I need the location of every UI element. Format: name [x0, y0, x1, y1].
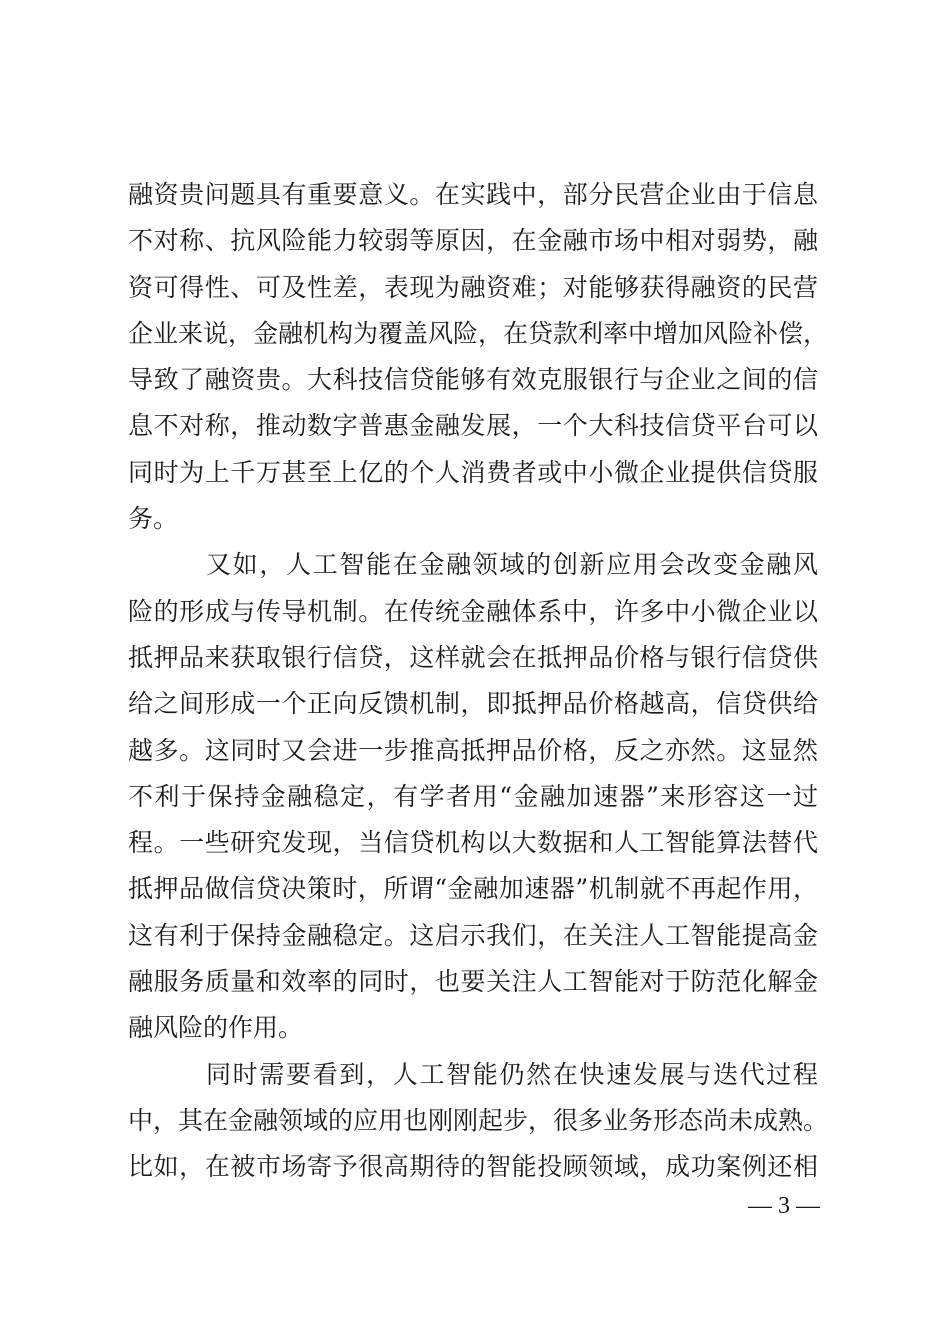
text-line: 同时需要看到，人工智能仍然在快速发展与迭代过程: [206, 1059, 818, 1089]
text-line: 同时为上千万甚至上亿的个人消费者或中小微企业提供信贷服: [128, 457, 818, 487]
text-line: 不利于保持金融稳定，有学者用“金融加速器”来形容这一过: [128, 781, 818, 811]
text-line: 程。一些研究发现，当信贷机构以大数据和人工智能算法替代: [128, 828, 818, 858]
text-line: 导致了融资贵。大科技信贷能够有效克服银行与企业之间的信: [128, 365, 818, 395]
text-line: 不对称、抗风险能力较弱等原因，在金融市场中相对弱势，融: [128, 226, 818, 256]
text-line: 资可得性、可及性差，表现为融资难；对能够获得融资的民营: [128, 272, 818, 302]
text-line: 比如，在被市场寄予很高期待的智能投顾领域，成功案例还相: [128, 1152, 818, 1182]
text-line: 企业来说，金融机构为覆盖风险，在贷款利率中增加风险补偿，: [128, 318, 829, 348]
body-text: [128, 172, 829, 1191]
text-line: 融风险的作用。: [128, 1013, 304, 1043]
paragraph-1: [128, 172, 829, 542]
text-line: 又如，人工智能在金融领域的创新应用会改变金融风: [206, 550, 818, 580]
text-line: 融服务质量和效率的同时，也要关注人工智能对于防范化解金: [128, 967, 818, 997]
text-line: 给之间形成一个正向反馈机制，即抵押品价格越高，信贷供给: [128, 689, 818, 719]
text-line: 务。: [128, 504, 179, 534]
text-line: 险的形成与传导机制。在传统金融体系中，许多中小微企业以: [128, 596, 818, 626]
text-line: 息不对称，推动数字普惠金融发展，一个大科技信贷平台可以: [128, 411, 818, 441]
text-line: 这有利于保持金融稳定。这启示我们，在关注人工智能提高金: [128, 920, 818, 950]
text-line: 抵押品做信贷决策时，所谓“金融加速器”机制就不再起作用，: [128, 874, 818, 904]
text-line: 融资贵问题具有重要意义。在实践中，部分民营企业由于信息: [128, 180, 818, 209]
text-line: 中，其在金融领域的应用也刚刚起步，很多业务形态尚未成熟。: [128, 1105, 829, 1135]
paragraph-2: [128, 542, 818, 1051]
text-line: 抵押品来获取银行信贷，这样就会在抵押品价格与银行信贷供: [128, 642, 818, 672]
page-number: — 3 —: [748, 1193, 820, 1219]
text-line: 越多。这同时又会进一步推高抵押品价格，反之亦然。这显然: [128, 735, 818, 765]
paragraph-3: [128, 1052, 829, 1191]
